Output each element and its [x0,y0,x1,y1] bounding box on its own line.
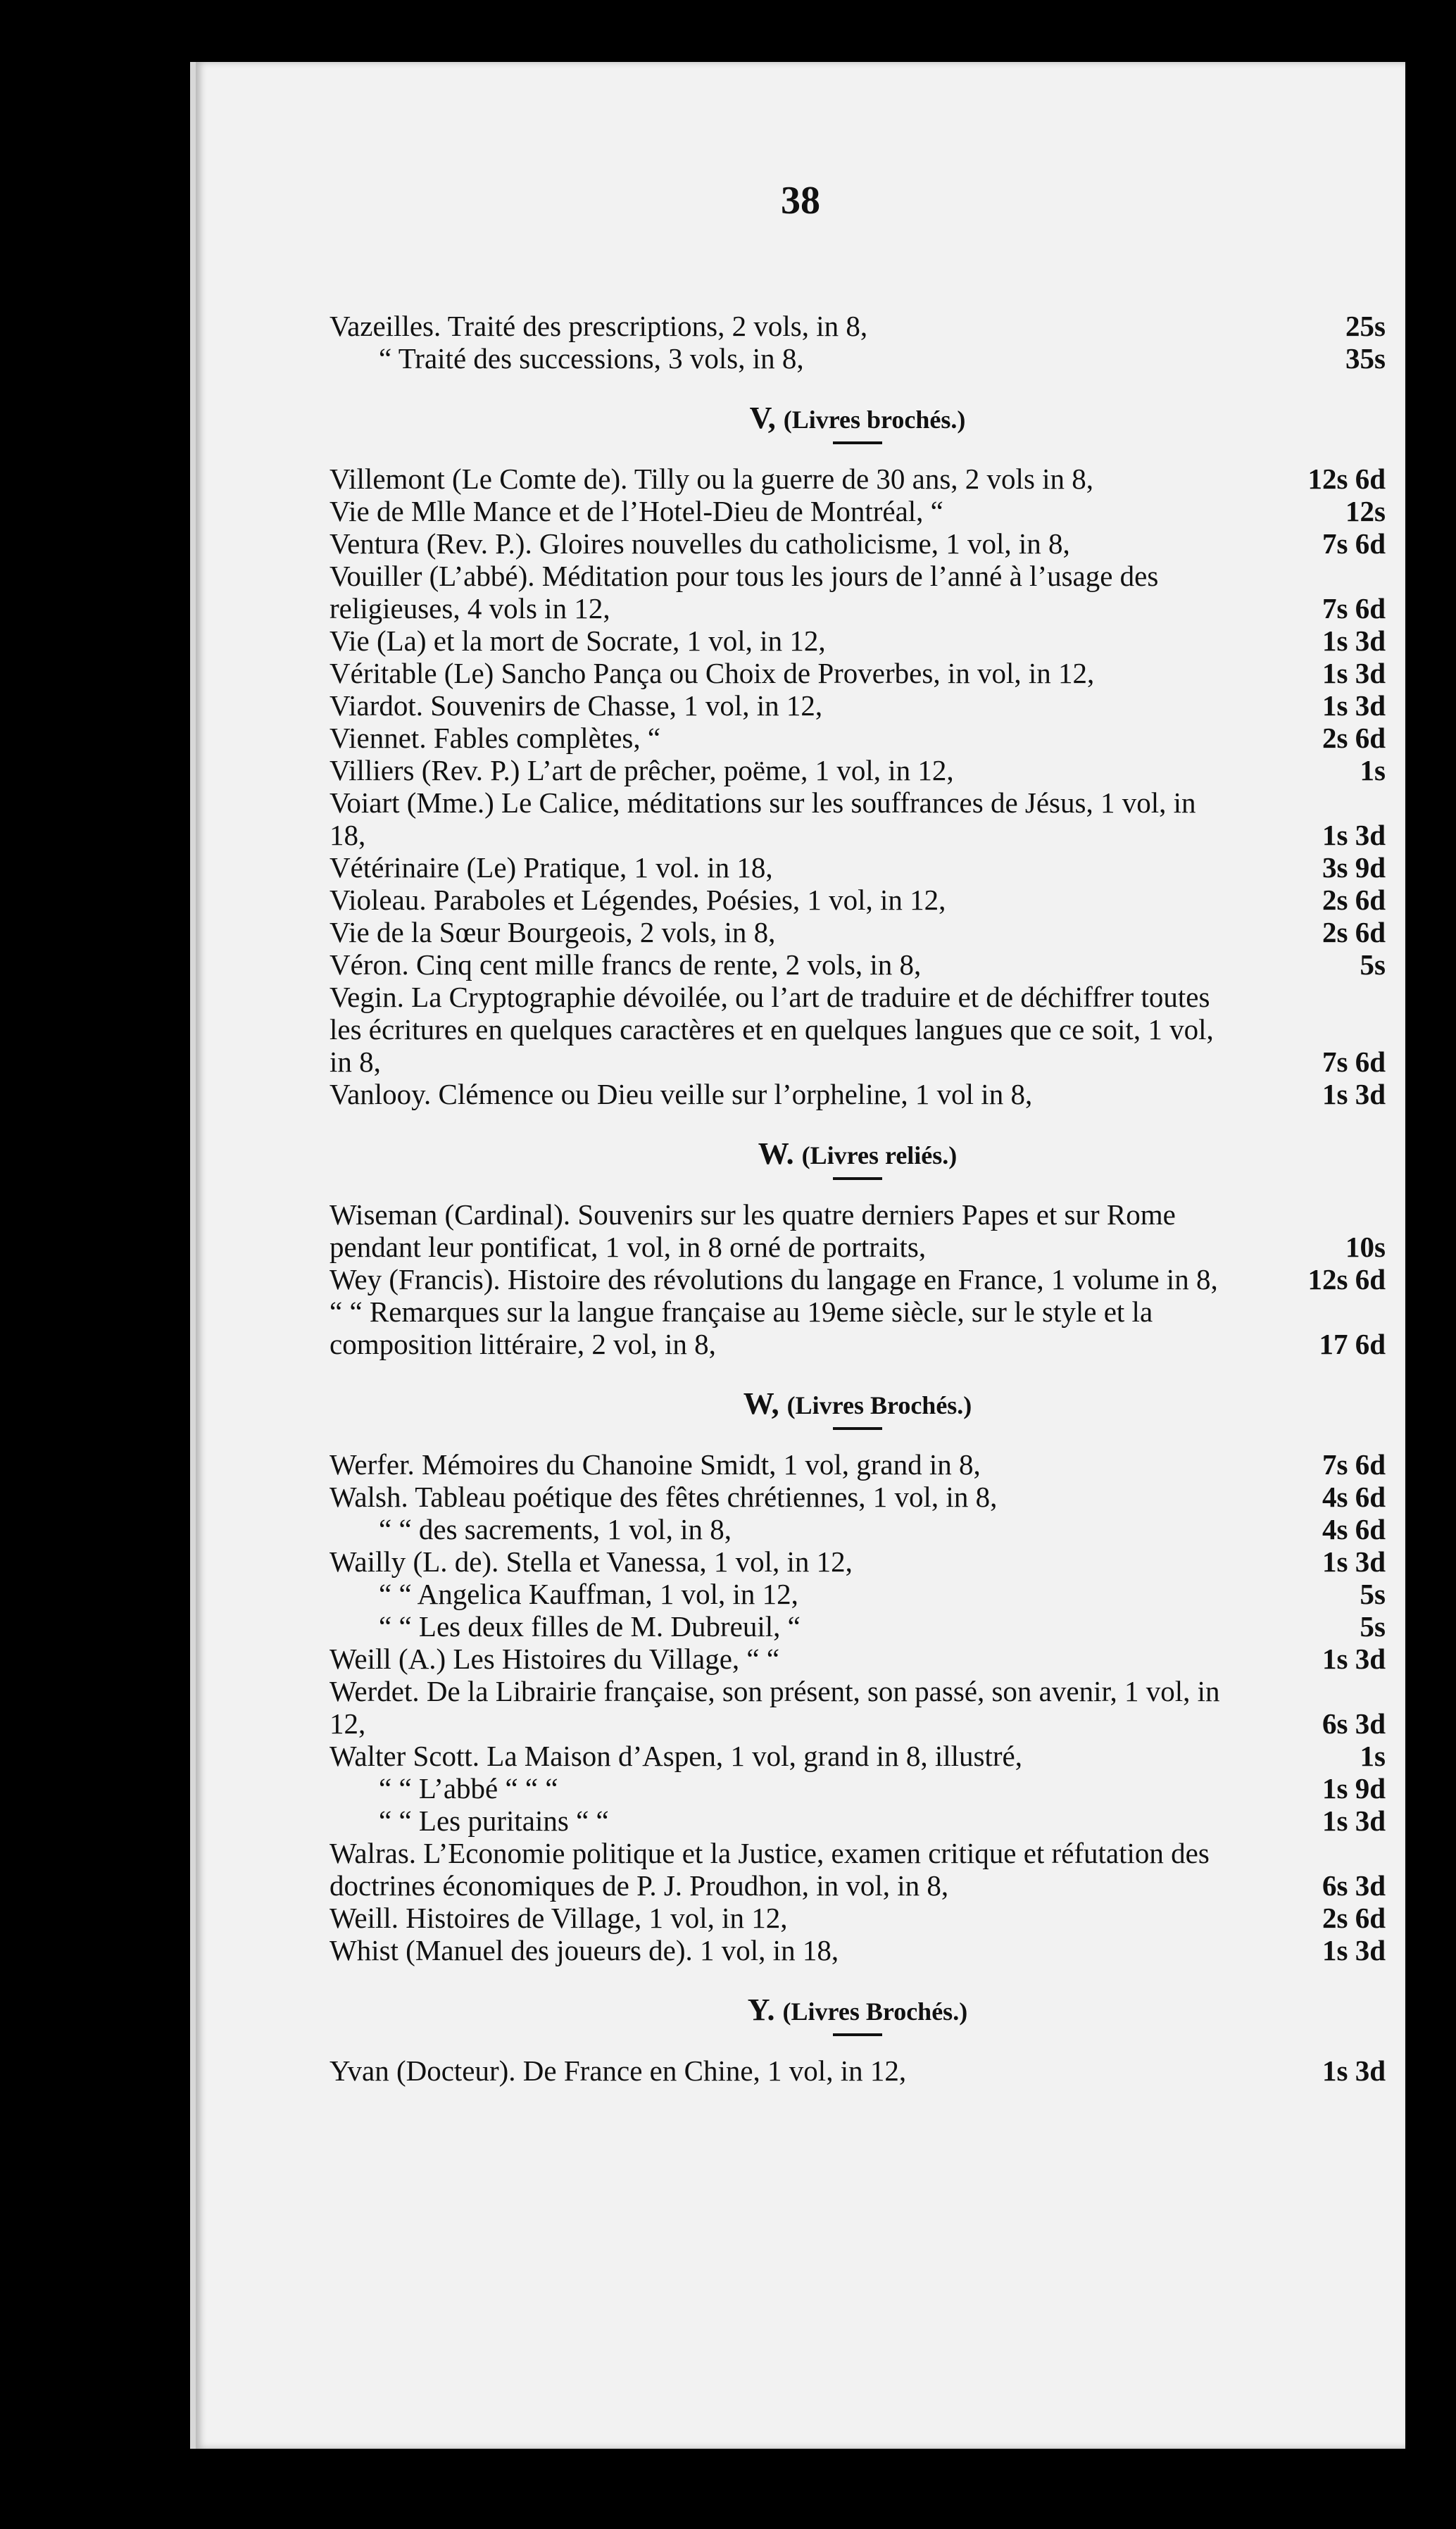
section-subheading: (Livres brochés.) [783,406,966,434]
section-rule [833,1177,882,1180]
catalog-entry [330,625,1386,657]
catalog-entry [330,310,1386,342]
catalog-entry [330,1578,1386,1610]
section-gap [330,2087,1386,2100]
section-letter: V, [749,401,776,435]
entry-price: 10s [1345,1231,1386,1263]
entry-price: 25s [1345,310,1386,342]
entry-title: Vie (La) et la mort de Socrate, 1 vol, in 12, [330,625,826,657]
entry-price: 2s 6d [1322,1902,1386,1934]
entry-price: 35s [1345,342,1386,375]
entry-title: Werdet. De la Librairie française, son présent, son passé, son avenir, 1 vol, in 12, [330,1675,1220,1740]
catalog-entry [330,1772,1386,1805]
catalog-entry [330,1078,1386,1110]
section-rule [833,1427,882,1430]
catalog-entry [330,2054,1386,2087]
catalog-entry [330,1610,1386,1643]
entry-title: Vegin. La Cryptographie dévoilée, ou l’art de traduire et de déchiffrer toutes les écritures en quelques caractères et en quelques langues que ce soit, 1 vol, in 8, [330,981,1214,1078]
section-letter: Y. [747,1993,775,2027]
catalog-entry [330,1675,1386,1740]
entry-title: “ “ des sacrements, 1 vol, in 8, [379,1513,732,1545]
catalog-entry [330,786,1386,851]
entry-price: 1s 3d [1322,1934,1386,1966]
entry-title: Whist (Manuel des joueurs de). 1 vol, in 18, [330,1934,839,1966]
catalog-entry [330,1643,1386,1675]
entry-title: Viardot. Souvenirs de Chasse, 1 vol, in 12, [330,689,823,722]
entry-title: “ “ L’abbé “ “ “ [379,1772,558,1805]
entry-title: Véron. Cinq cent mille francs de rente, 2 vols, in 8, [330,948,922,981]
section-heading [330,1386,1386,1422]
entry-title: Weill. Histoires de Village, 1 vol, in 12, [330,1902,788,1934]
catalog-entry [330,1545,1386,1578]
entry-price: 2s 6d [1322,722,1386,754]
entry-price: 6s 3d [1322,1869,1386,1902]
catalog-entry [330,948,1386,981]
catalog-entry [330,1740,1386,1772]
section-gap [330,1110,1386,1123]
entry-price: 1s 9d [1322,1772,1386,1805]
catalog-entry [330,689,1386,722]
catalog-entry [330,463,1386,495]
catalog-entry [330,1934,1386,1966]
entry-price: 1s [1360,754,1386,786]
entry-price: 1s 3d [1322,1545,1386,1578]
entry-title: Werfer. Mémoires du Chanoine Smidt, 1 vol, grand in 8, [330,1448,981,1481]
entry-price: 1s 3d [1322,657,1386,689]
entry-price: 2s 6d [1322,884,1386,916]
entry-price: 17 6d [1319,1328,1386,1360]
entry-price: 6s 3d [1322,1707,1386,1740]
entry-price: 1s 3d [1322,1805,1386,1837]
page-number: 38 [781,179,820,222]
entry-title: Wey (Francis). Histoire des révolutions du langage en France, 1 volume in 8, [330,1263,1218,1295]
entry-price: 2s 6d [1322,916,1386,948]
catalog-entry [330,1805,1386,1837]
entry-title: Walras. L’Economie politique et la Justice, examen critique et réfutation des doctrines économiques de P. J. Proudhon, in vol, in 8, [330,1837,1210,1902]
entry-price: 3s 9d [1322,851,1386,884]
entry-title: Weill (A.) Les Histoires du Village, “ “ [330,1643,780,1675]
entry-title: Viennet. Fables complètes, “ [330,722,661,754]
entry-title: “ “ Remarques sur la langue française au 19eme siècle, sur le style et la composition littéraire, 2 vol, in 8, [330,1295,1153,1360]
section-rule [833,441,882,444]
catalog-entry [330,916,1386,948]
entry-price: 5s [1360,1578,1386,1610]
catalog-section [330,310,1386,387]
catalog-section [330,1136,1386,1373]
section-heading [330,1992,1386,2028]
catalog-entry [330,560,1386,625]
entry-price: 1s 3d [1322,625,1386,657]
catalog-entry [330,1513,1386,1545]
entry-title: Walter Scott. La Maison d’Aspen, 1 vol, grand in 8, illustré, [330,1740,1022,1772]
entry-title: “ “ Les puritains “ “ [379,1805,609,1837]
catalog-page [190,62,1405,2449]
section-letter: W, [743,1386,779,1421]
catalog-entry [330,1295,1386,1360]
entry-title: “ “ Angelica Kauffman, 1 vol, in 12, [379,1578,798,1610]
catalog-entry [330,722,1386,754]
entry-price: 1s 3d [1322,2054,1386,2087]
entry-price: 4s 6d [1322,1481,1386,1513]
catalog-entry [330,981,1386,1078]
entry-price: 1s [1360,1740,1386,1772]
catalog-entry [330,1448,1386,1481]
entry-title: Vazeilles. Traité des prescriptions, 2 vols, in 8, [330,310,868,342]
catalog-entry [330,1198,1386,1263]
entry-title: Villemont (Le Comte de). Tilly ou la guerre de 30 ans, 2 vols in 8, [330,463,1094,495]
entry-title: Wailly (L. de). Stella et Vanessa, 1 vol, in 12, [330,1545,853,1578]
section-gap [330,1360,1386,1373]
entry-price: 12s [1345,495,1386,527]
catalog-entry [330,1837,1386,1902]
catalog-entry [330,657,1386,689]
entry-price: 7s 6d [1322,1046,1386,1078]
entry-title: Vie de la Sœur Bourgeois, 2 vols, in 8, [330,916,776,948]
entry-price: 12s 6d [1307,463,1386,495]
entry-title: “ Traité des successions, 3 vols, in 8, [379,342,804,375]
entry-price: 5s [1360,1610,1386,1643]
entry-price: 1s 3d [1322,1078,1386,1110]
section-gap [330,375,1386,387]
section-subheading: (Livres Brochés.) [782,1997,968,2026]
entry-price: 5s [1360,948,1386,981]
catalog-entry [330,495,1386,527]
entry-title: “ “ Les deux filles de M. Dubreuil, “ [379,1610,801,1643]
entry-title: Vie de Mlle Mance et de l’Hotel-Dieu de Montréal, “ [330,495,943,527]
entry-title: Yvan (Docteur). De France en Chine, 1 vol, in 12, [330,2054,907,2087]
entry-title: Vanlooy. Clémence ou Dieu veille sur l’orpheline, 1 vol in 8, [330,1078,1033,1110]
entry-price: 1s 3d [1322,689,1386,722]
catalog-entry [330,342,1386,375]
section-letter: W. [758,1136,794,1171]
catalog-section [330,1386,1386,1979]
section-heading [330,1136,1386,1172]
entry-price: 7s 6d [1322,592,1386,625]
entry-title: Violeau. Paraboles et Légendes, Poésies, 1 vol, in 12, [330,884,946,916]
section-subheading: (Livres Brochés.) [786,1391,972,1419]
catalog-listing [330,310,1386,2100]
catalog-entry [330,1263,1386,1295]
catalog-entry [330,1481,1386,1513]
section-subheading: (Livres reliés.) [801,1141,958,1169]
entry-title: Voiart (Mme.) Le Calice, méditations sur les souffrances de Jésus, 1 vol, in 18, [330,786,1196,851]
entry-price: 1s 3d [1322,1643,1386,1675]
catalog-entry [330,527,1386,560]
catalog-entry [330,1902,1386,1934]
entry-price: 7s 6d [1322,1448,1386,1481]
entry-title: Vétérinaire (Le) Pratique, 1 vol. in 18, [330,851,773,884]
entry-title: Vouiller (L’abbé). Méditation pour tous les jours de l’anné à l’usage des religieuses, 4 vols in 12, [330,560,1159,625]
catalog-entry [330,754,1386,786]
entry-title: Véritable (Le) Sancho Pança ou Choix de Proverbes, in vol, in 12, [330,657,1095,689]
section-gap [330,1966,1386,1979]
section-heading [330,400,1386,436]
catalog-entry [330,884,1386,916]
catalog-section [330,400,1386,1123]
entry-title: Villiers (Rev. P.) L’art de prêcher, poëme, 1 vol, in 12, [330,754,954,786]
entry-title: Walsh. Tableau poétique des fêtes chrétiennes, 1 vol, in 8, [330,1481,998,1513]
entry-price: 7s 6d [1322,527,1386,560]
catalog-section [330,1992,1386,2100]
entry-price: 1s 3d [1322,819,1386,851]
entry-title: Wiseman (Cardinal). Souvenirs sur les quatre derniers Papes et sur Rome pendant leur pontificat, 1 vol, in 8 orné de portraits, [330,1198,1176,1263]
section-rule [833,2033,882,2036]
entry-price: 4s 6d [1322,1513,1386,1545]
entry-title: Ventura (Rev. P.). Gloires nouvelles du catholicisme, 1 vol, in 8, [330,527,1070,560]
entry-price: 12s 6d [1307,1263,1386,1295]
catalog-entry [330,851,1386,884]
